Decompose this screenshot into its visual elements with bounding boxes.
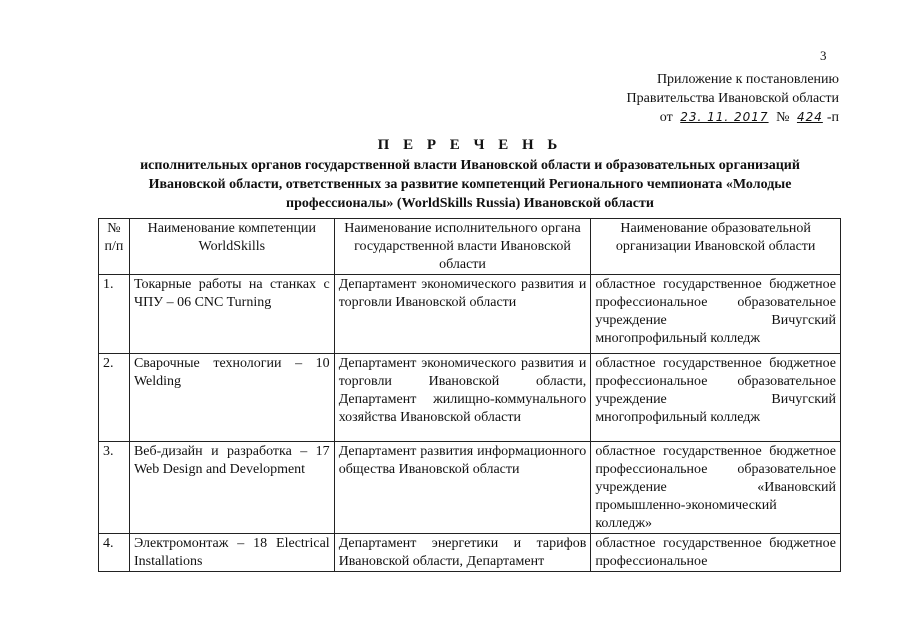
title-heading: П Е Р Е Ч Е Н Ь [377, 137, 563, 153]
row-authority: Департамент энергетики и тарифов Ивановской области, Департамент [334, 534, 591, 572]
row-authority: Департамент экономического развития и торговли Ивановской области [334, 275, 591, 354]
row-competence: Токарные работы на станках с ЧПУ – 06 CNC Turning [129, 275, 334, 354]
document-title [100, 136, 840, 213]
authorities-table [98, 218, 841, 572]
decree-number: 424 [796, 110, 823, 124]
decree-date: 23. 11. 2017 [680, 110, 769, 124]
row-competence: Сварочные технологии – 10 Welding [129, 354, 334, 442]
header-num: № п/п [99, 219, 130, 275]
appendix-line-2: Правительства Ивановской области [626, 91, 839, 106]
from-label: от [659, 110, 673, 125]
row-num: 3. [99, 442, 130, 534]
row-organization: областное государственное бюджетное профессиональное образовательное учреждение Вичугский многопрофильный колледж [591, 275, 841, 354]
table-row [99, 354, 841, 442]
row-authority: Департамент экономического развития и торговли Ивановской области, Департамент жилищно-коммунального хозяйства Ивановской области [334, 354, 591, 442]
row-competence: Электромонтаж – 18 Electrical Installations [129, 534, 334, 572]
table-row [99, 275, 841, 354]
table-row [99, 534, 841, 572]
row-num: 2. [99, 354, 130, 442]
row-organization: областное государственное бюджетное профессиональное образовательное учреждение Вичугский многопрофильный колледж [591, 354, 841, 442]
row-organization: областное государственное бюджетное профессиональное образовательное учреждение «Ивановский промышленно-экономический колледж» [591, 442, 841, 534]
number-suffix: -п [826, 110, 839, 125]
table-header-row [99, 219, 841, 275]
appendix-line-1: Приложение к постановлению [656, 72, 839, 87]
row-organization: областное государственное бюджетное профессиональное [591, 534, 841, 572]
header-competence: Наименование компетенции WorldSkills [129, 219, 334, 275]
header-organization: Наименование образовательной организации Ивановской области [591, 219, 841, 275]
row-num: 4. [99, 534, 130, 572]
title-subtitle: исполнительных органов государственной власти Ивановской области и образовательных организаций Ивановской области, ответственных за развитие компетенций Регионального чемпионата «Молодые профессионалы» (WorldSkills Russia) Ивановской области [140, 158, 800, 211]
row-authority: Департамент развития информационного общества Ивановской области [334, 442, 591, 534]
row-competence: Веб-дизайн и разработка – 17 Web Design and Development [129, 442, 334, 534]
header-authority: Наименование исполнительного органа государственной власти Ивановской области [334, 219, 591, 275]
appendix-block [627, 70, 839, 127]
row-num: 1. [99, 275, 130, 354]
table-row [99, 442, 841, 534]
number-label: № [776, 110, 790, 125]
page-number: 3 [820, 48, 827, 63]
appendix-date-line [627, 108, 839, 127]
